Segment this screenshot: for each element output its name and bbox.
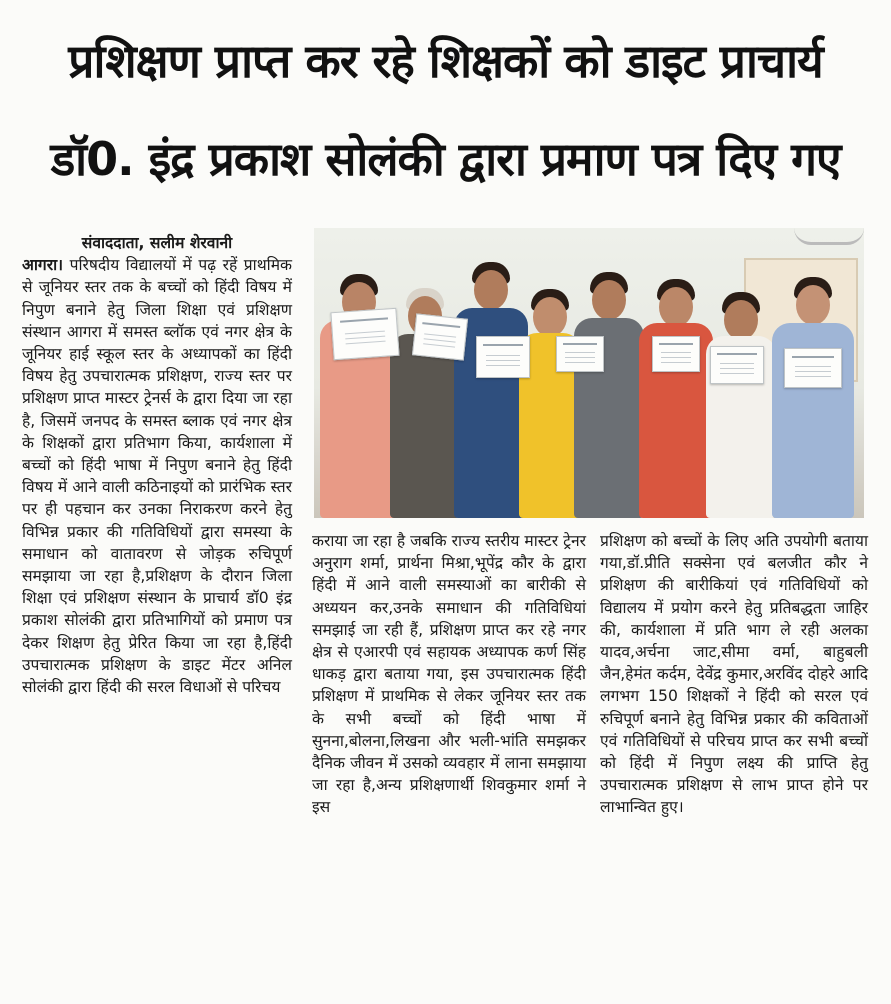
- article-column-3: [600, 530, 868, 819]
- person-5: [574, 270, 644, 518]
- column-3-text: प्रशिक्षण को बच्चों के लिए अति उपयोगी बताया गया,डॉ.प्रीति सक्सेना एवं बलजीत कौर ने प्रशिक्षण की बारीकियां एवं गतिविधियों को विद्यालय में प्रयोग करने हेतु प्रतिबद्धता जाहिर की, कार्यशाला में प्रति भाग ले रही अलका यादव,अर्चना जाट,सीमा वर्मा, बाहुबली जैन,हेमंत कर्दम, देवेंद्र कुमार,अरविंद दोहरे आदि लगभग 150 शिक्षकों ने हिंदी को सरल एवं रुचिपूर्ण बनाने हेतु विभिन्न प्रकार की कविताओं एवं गतिविधियों से परिचय प्राप्त कर सभी बच्चों को हिंदी में निपुण लक्ष्य की प्राप्ति हेतु उपचारात्मक प्रशिक्षण से लाभ प्राप्त होने पर लाभान्वित हुए।: [600, 532, 868, 817]
- article-column-1: [22, 232, 292, 698]
- certificate-7: [784, 348, 842, 388]
- person-1: [320, 268, 398, 518]
- column-2-text: कराया जा रहा है जबकि राज्य स्तरीय मास्टर ट्रेनर अनुराग शर्मा, प्रार्थना मिश्रा,भूपेंद्र कौर के द्वारा हिंदी में आने वाली समस्याओं का बारीकी से अध्ययन कर,उनके समाधान की गतिविधियां समझाई जा रही हैं, प्रशिक्षण प्राप्त कर रहे नगर क्षेत्र से एआरपी एवं सहायक अध्यापक कर्ण सिंह धाकड़ द्वारा बताया गया, इस उपचारात्मक हिंदी प्रशिक्षण में प्राथमिक से लेकर जूनियर स्तर तक के सभी बच्चों को हिंदी भाषा में सुनना,बोलना,लिखना और भली-भांति समझकर दैनिक जीवन में उसको व्यवहार में लाना समझाया जा रहा है,अन्य प्रशिक्षणार्थी शिवकुमार शर्मा ने इस: [312, 532, 586, 817]
- certificate-6: [710, 346, 764, 384]
- headline-line-2: डॉ0. इंद्र प्रकाश सोलंकी द्वारा प्रमाण पत्र दिए गए: [50, 132, 841, 186]
- certificate-1: [330, 308, 399, 360]
- person-7: [706, 286, 776, 518]
- certificate-4: [556, 336, 604, 372]
- certificate-2: [412, 313, 468, 360]
- person-4: [519, 283, 581, 518]
- ceiling-fan: [794, 228, 864, 245]
- person-6: [639, 273, 713, 518]
- dateline: आगरा।: [22, 256, 64, 275]
- column-1-text: परिषदीय विद्यालयों में पढ़ रहें प्राथमिक से जूनियर स्तर तक के बच्चों को हिंदी विषय में निपुण बनाने हेतु जिला शिक्षा एवं प्रशिक्षण संस्थान आगरा में समस्त ब्लॉक एवं नगर क्षेत्र के जूनियर हाई स्कूल स्तर के अध्यापकों का हिंदी विषय हेतु उपचारात्मक प्रशिक्षण, राज्य स्तर पर प्रशिक्षण प्राप्त मास्टर ट्रेनर्स के द्वारा दिया जा रहा है, जिसमें जनपद के समस्त ब्लाक एवं नगर क्षेत्र के शिक्षकों द्वारा प्रतिभाग किया, कार्यशाला में बच्चों को हिंदी भाषा में निपुण बनाने हेतु हिंदी विषय में आने वाली कठिनाइयों को प्रारंभिक स्तर पर ही पहचान कर उनका निराकरण करने हेतु विभिन्न प्रकार की गतिविधियों द्वारा समस्या के समाधान को वातावरण से जोड़क रुचिपूर्ण समझाया जा रहा है,प्रशिक्षण के दौरान जिला शिक्षा एवं प्रशिक्षण संस्थान के प्राचार्य डॉ0 इंद्र प्रकाश सोलंकी द्वारा प्रतिभागियों को प्रमाण पत्र देकर शिक्षण हेतु प्रेरित किया जा रहा है,हिंदी उपचारात्मक प्रशिक्षण के डाइट मेंटर अनिल सोलंकी द्वारा हिंदी की सरल विधाओं से परिचय: [22, 256, 292, 697]
- person-8: [772, 273, 854, 518]
- certificate-3: [476, 336, 530, 378]
- headline-line-1: प्रशिक्षण प्राप्त कर रहे शिक्षकों को डाइट प्राचार्य: [68, 34, 823, 88]
- person-3: [454, 260, 528, 518]
- article-column-2: [312, 530, 586, 819]
- article-paragraph-1: [22, 254, 292, 698]
- group-photo: [314, 228, 864, 518]
- certificate-5: [652, 336, 700, 372]
- byline: संवाददाता, सलीम शेरवानी: [81, 234, 233, 252]
